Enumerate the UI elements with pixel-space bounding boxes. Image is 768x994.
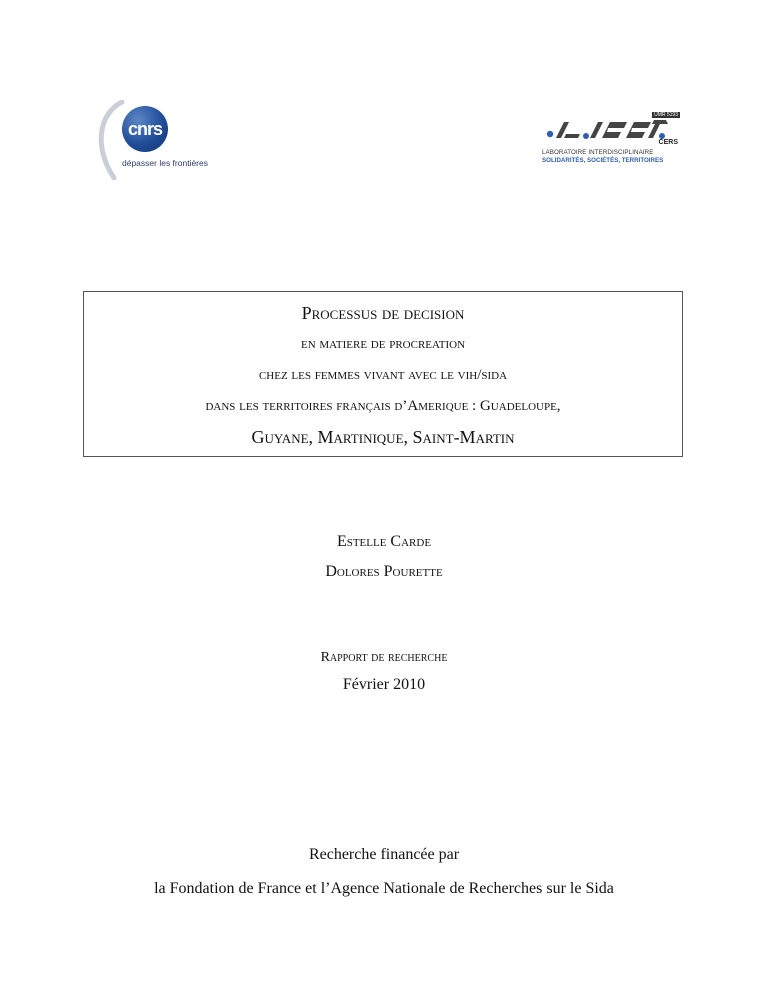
author-2: Dolores Pourette — [325, 563, 443, 580]
cnrs-tagline: dépasser les frontières — [122, 158, 208, 168]
title-line-4: dans les territoires français d’Amerique : Guadeloupe, — [205, 398, 561, 414]
title-box — [83, 291, 683, 457]
report-type: Rapport de recherche — [320, 650, 448, 665]
funding-line-2: la Fondation de France et l’Agence Nationale de Recherches sur le Sida — [154, 880, 614, 897]
lisst-line2: SOLIDARITÉS, SOCIÉTÉS, TERRITOIRES — [542, 157, 664, 164]
lisst-line1: LABORATOIRE INTERDISCIPLINAIRE — [542, 149, 654, 156]
title-line-5: Guyane, Martinique, Saint-Martin — [251, 427, 515, 447]
title-line-1: Processus de decision — [301, 303, 465, 323]
funding — [0, 838, 768, 906]
lisst-wordmark-icon — [544, 118, 668, 140]
lisst-cers: CERS — [658, 139, 678, 146]
cnrs-disc: cnrs — [122, 106, 168, 152]
lisst-umr-badge: UMR 5193 — [654, 112, 678, 118]
lisst-logo — [540, 112, 680, 172]
title-line-3: chez les femmes vivant avec le vih/sida — [258, 367, 508, 383]
report-date: Février 2010 — [342, 676, 426, 693]
author-1: Estelle Carde — [336, 533, 432, 550]
authors — [0, 527, 768, 587]
title-line-2: en matiere de procreation — [300, 336, 466, 352]
funding-line-1: Recherche financée par — [308, 846, 460, 863]
cnrs-logo — [92, 100, 232, 180]
